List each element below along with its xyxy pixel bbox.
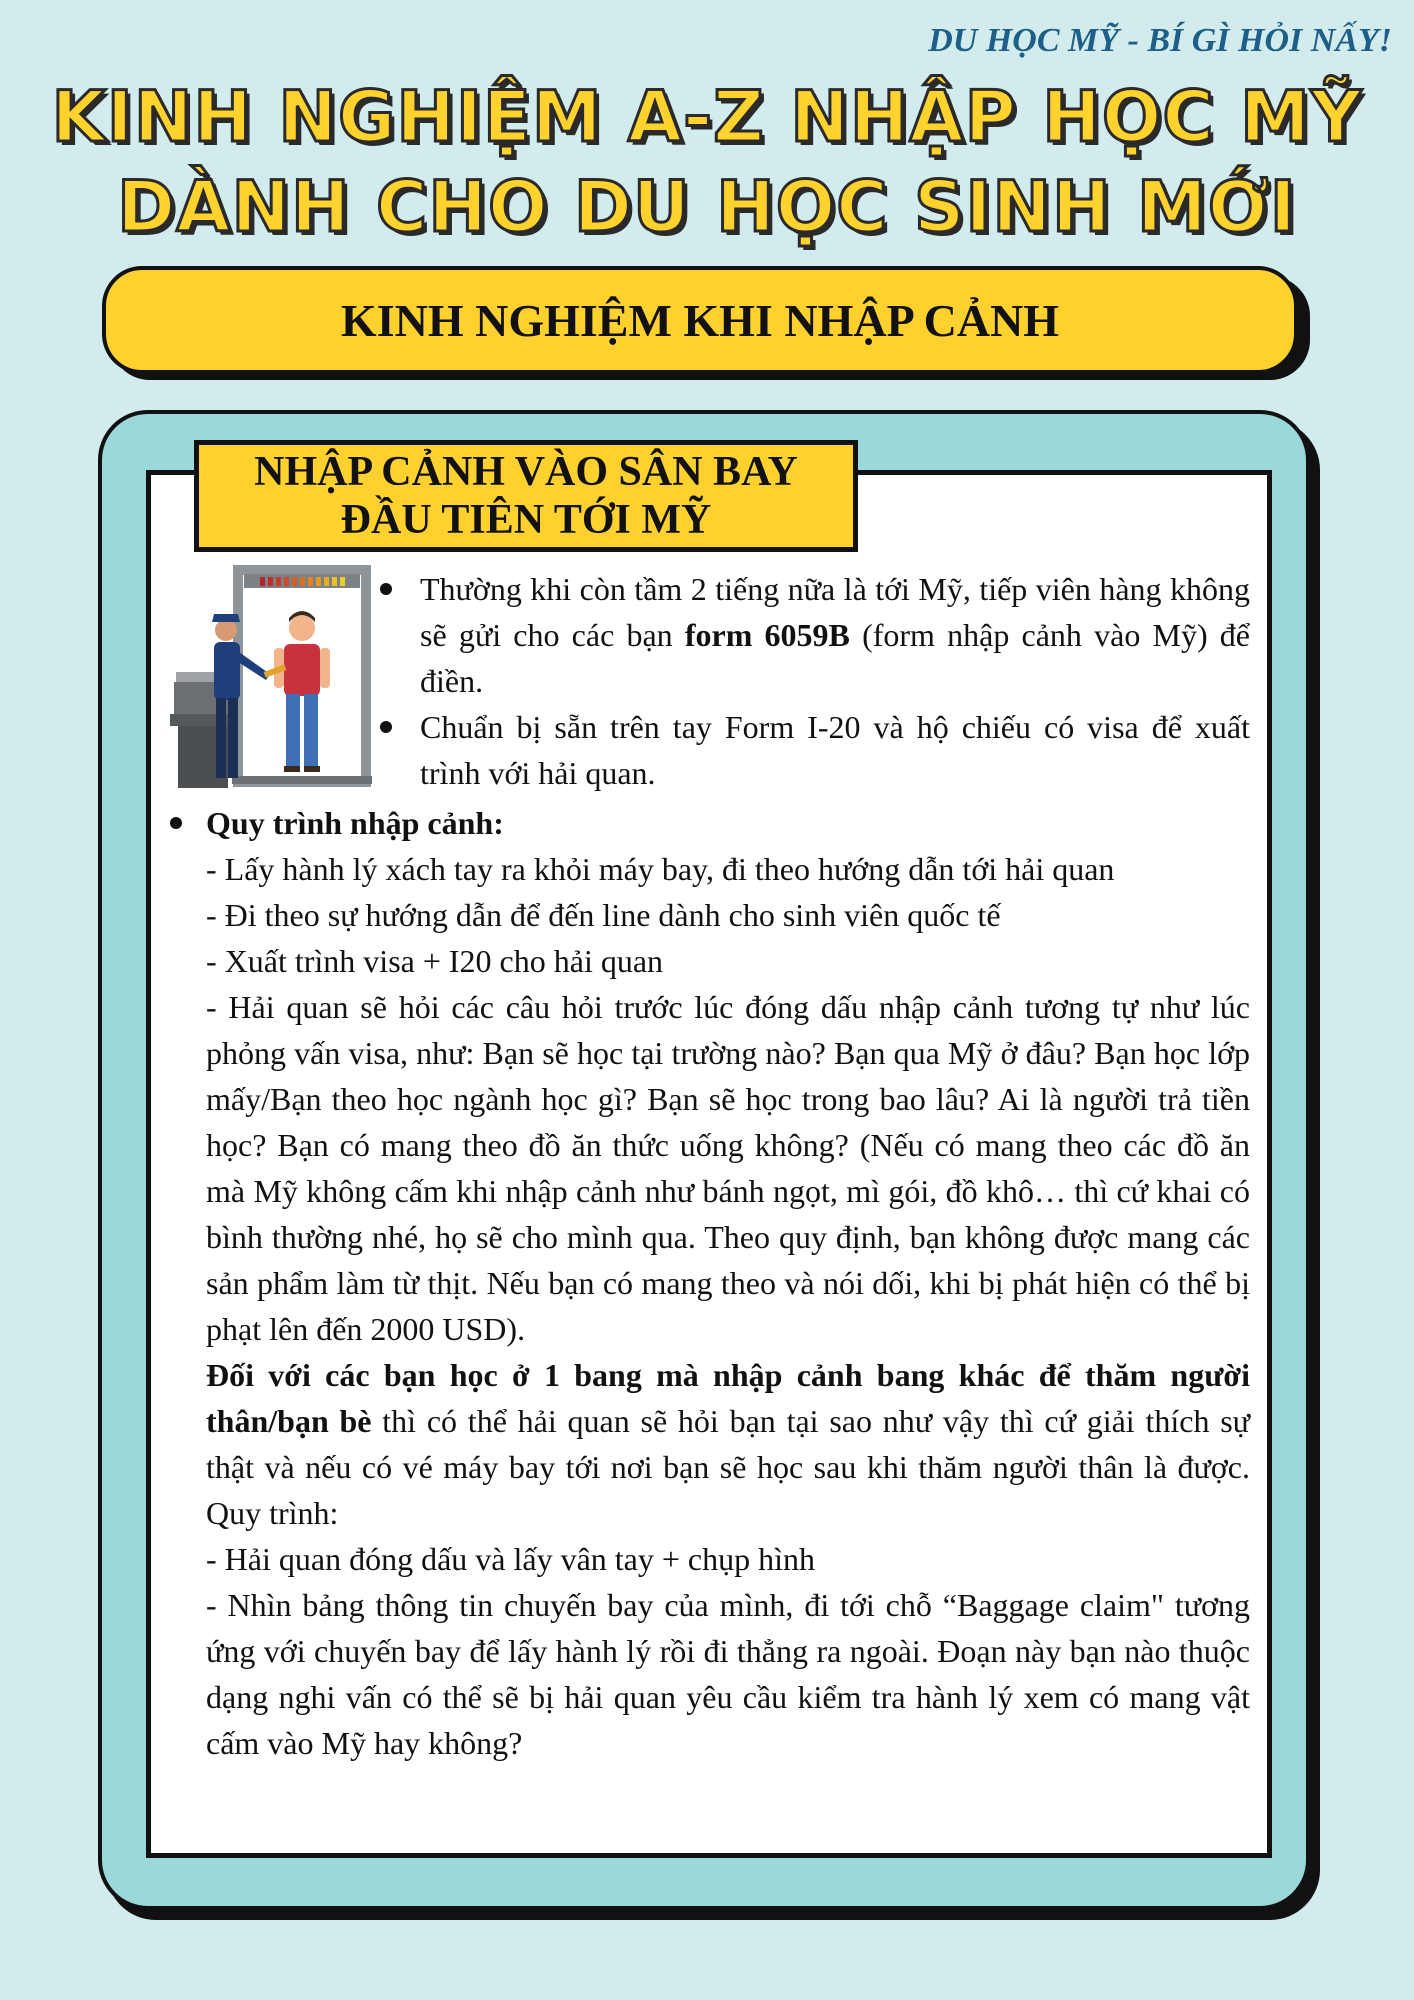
officer-cap	[212, 614, 240, 622]
bullet-documents: Chuẩn bị sẵn trên tay Form I-20 và hộ chiếu có visa để xuất trình với hải quan.	[380, 704, 1250, 796]
section-label-line-2: ĐẦU TIÊN TỚI MỸ	[340, 497, 712, 543]
bullet-form-6059b: Thường khi còn tầm 2 tiếng nữa là tới Mỹ, tiếp viên hàng không sẽ gửi cho các bạn form 6059B (form nhập cảnh vào Mỹ) để điền.	[380, 566, 1250, 704]
desk-monitor	[176, 672, 216, 682]
section-label	[194, 440, 858, 552]
step-5: - Hải quan đóng dấu và lấy vân tay + chụp hình	[206, 1541, 815, 1577]
traveller-leg-right	[304, 694, 318, 768]
other-state-note: Đối với các bạn học ở 1 bang mà nhập cảnh bang khác để thăm người thân/bạn bè thì có thể hải quan sẽ hỏi bạn tại sao như vậy thì cứ giải thích sự thật và nếu có vé máy bay tới nơi bạn sẽ học sau khi thăm người thân là được. Quy trình:	[206, 1357, 1251, 1531]
step-4: - Hải quan sẽ hỏi các câu hỏi trước lúc đóng dấu nhập cảnh tương tự như lúc phỏng vấn visa, như: Bạn sẽ học tại trường nào? Bạn qua Mỹ ở đâu? Bạn học lớp mấy/Bạn theo học ngành học gì? Bạn sẽ học trong bao lâu? Ai là người trả tiền học? Bạn có mang theo đồ ăn thức uống không? (Nếu có mang theo các đồ ăn mà Mỹ không cấm khi nhập cảnh như bánh ngọt, mì gói, đồ khô… thì cứ khai có bình thường nhé, họ sẽ cho mình qua. Theo quy định, bạn không được mang các sản phẩm làm từ thịt. Nếu bạn có mang theo và nói dối, khi bị phát hiện có thể bị phạt lên đến 2000 USD).	[206, 989, 1250, 1347]
airport-security-illustration	[166, 564, 386, 794]
step-1: - Lấy hành lý xách tay ra khỏi máy bay, đi theo hướng dẫn tới hải quan	[206, 851, 1115, 887]
step-2: - Đi theo sự hướng dẫn để đến line dành cho sinh viên quốc tế	[206, 897, 1001, 933]
officer-leg-left	[216, 698, 226, 778]
intro-bullets	[380, 566, 1250, 796]
bullet-dot	[380, 721, 392, 733]
tagline: DU HỌC MỸ - BÍ GÌ HỎI NẤY!	[928, 22, 1392, 59]
bullet-dot	[380, 583, 392, 595]
detector-lights	[260, 577, 345, 586]
process-section	[164, 800, 1250, 1766]
traveller-arm-right	[320, 648, 330, 688]
officer-leg-right	[228, 698, 238, 778]
process-heading: Quy trình nhập cảnh:	[164, 800, 1250, 846]
officer-head	[215, 619, 237, 641]
main-title-line-2: DÀNH CHO DU HỌC SINH MỚI	[117, 166, 1297, 248]
traveller-shirt	[284, 644, 320, 696]
detector-floor	[232, 776, 372, 784]
main-title	[0, 72, 1414, 252]
bullet-dot	[170, 817, 182, 829]
traveller-head	[289, 615, 315, 641]
step-3: - Xuất trình visa + I20 cho hải quan	[206, 943, 664, 979]
section-label-line-1: NHẬP CẢNH VÀO SÂN BAY	[254, 449, 798, 495]
traveller-leg-left	[286, 694, 300, 768]
main-title-line-1: KINH NGHIỆM A-Z NHẬP HỌC MỸ	[51, 76, 1363, 158]
section-banner: KINH NGHIỆM KHI NHẬP CẢNH	[102, 266, 1298, 374]
step-6: - Nhìn bảng thông tin chuyến bay của mình, đi tới chỗ “Baggage claim" tương ứng với chuyến bay để lấy hành lý rồi đi thẳng ra ngoài. Đoạn này bạn nào thuộc dạng nghi vấn có thể sẽ bị hải quan yêu cầu kiểm tra hành lý xem có mang vật cấm vào Mỹ hay không?	[206, 1587, 1250, 1761]
